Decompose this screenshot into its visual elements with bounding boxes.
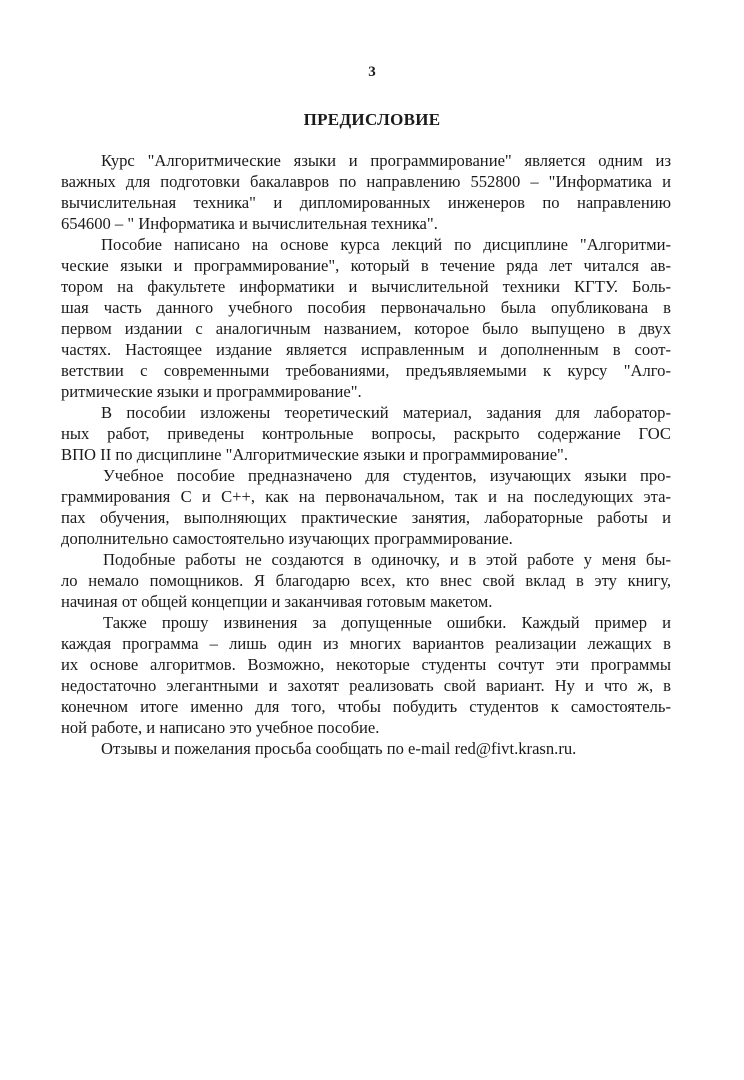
paragraph-7	[61, 738, 671, 759]
text-line: пах обучения, выполняющих практические занятия, лабораторные работы и	[61, 508, 671, 527]
text-line: дополнительно самостоятельно изучающих программирование.	[61, 529, 513, 548]
text-line: вычислительная техника" и дипломированных инженеров по направлению	[61, 193, 671, 212]
text-line: Также прошу извинения за допущенные ошибки. Каждый пример и	[103, 613, 671, 632]
paragraph-1	[61, 150, 671, 234]
paragraph-4	[61, 465, 671, 549]
text-line: Пособие написано на основе курса лекций по дисциплине "Алгоритми-	[101, 235, 671, 254]
paragraph-6	[61, 612, 671, 738]
page-title: ПРЕДИСЛОВИЕ	[303, 110, 441, 129]
text-line: ной работе, и написано это учебное пособие.	[61, 718, 380, 737]
text-line: Учебное пособие предназначено для студентов, изучающих языки про-	[103, 466, 671, 485]
text-line: их основе алгоритмов. Возможно, некоторые студенты сочтут эти программы	[61, 655, 671, 674]
page-number: 3	[368, 64, 376, 80]
text-line: тором на факультете информатики и вычислительной техники КГТУ. Боль-	[61, 277, 671, 296]
text-line: граммирования С и С++, как на первоначальном, так и на последующих эта-	[61, 487, 671, 506]
body-text	[61, 150, 671, 759]
text-line: первом издании с аналогичным названием, которое было выпущено в двух	[61, 319, 671, 338]
text-line: В пособии изложены теоретический материал, задания для лаборатор-	[101, 403, 671, 422]
text-line: ВПО II по дисциплине "Алгоритмические языки и программирование".	[61, 445, 568, 464]
text-line: ло немало помощников. Я благодарю всех, кто внес свой вклад в эту книгу,	[61, 571, 671, 590]
text-line: Курс "Алгоритмические языки и программирование" является одним из	[101, 151, 671, 170]
paragraph-5	[61, 549, 671, 612]
text-line: шая часть данного учебного пособия первоначально была опубликована в	[61, 298, 671, 317]
text-line: ветствии с современными требованиями, предъявляемыми к курсу "Алго-	[61, 361, 671, 380]
text-line: важных для подготовки бакалавров по направлению 552800 – "Информатика и	[61, 172, 671, 191]
paragraph-3	[61, 402, 671, 465]
text-line: ческие языки и программирование", который в течение ряда лет читался ав-	[61, 256, 671, 275]
text-line: 654600 – " Информатика и вычислительная техника".	[61, 214, 438, 233]
paragraph-2	[61, 234, 671, 402]
text-line: каждая программа – лишь один из многих вариантов реализации лежащих в	[61, 634, 671, 653]
text-line: конечном итоге именно для того, чтобы побудить студентов к самостоятель-	[61, 697, 671, 716]
text-line: частях. Настоящее издание является исправленным и дополненным в соот-	[61, 340, 671, 359]
text-line: начиная от общей концепции и заканчивая готовым макетом.	[61, 592, 493, 611]
text-line: Отзывы и пожелания просьба сообщать по e-mail red@fivt.krasn.ru.	[101, 739, 577, 758]
text-line: недостаточно элегантными и захотят реализовать свой вариант. Ну и что ж, в	[61, 676, 671, 695]
text-line: ных работ, приведены контрольные вопросы, раскрыто содержание ГОС	[61, 424, 671, 443]
text-line: Подобные работы не создаются в одиночку, и в этой работе у меня бы-	[103, 550, 671, 569]
text-line: ритмические языки и программирование".	[61, 382, 362, 401]
